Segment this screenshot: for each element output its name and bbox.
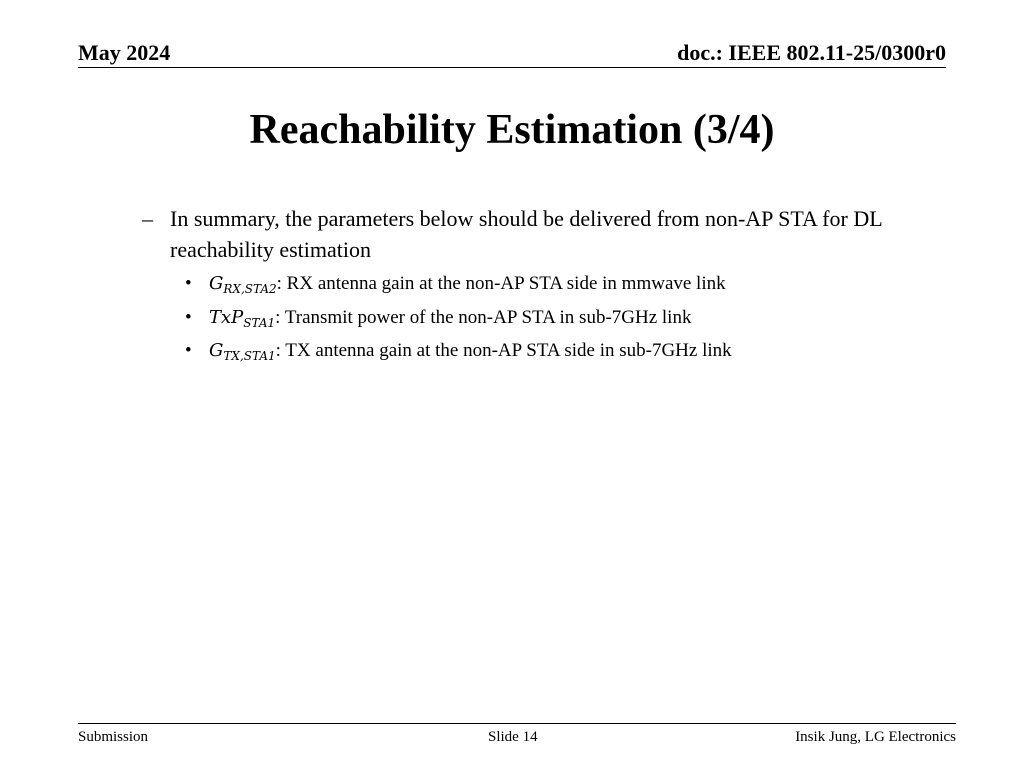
bullet-text: : RX antenna gain at the non-AP STA side in mmwave link [276,273,726,294]
header-divider [78,67,946,68]
symbol-base: G [209,273,224,294]
symbol-subscript: STA1 [243,316,276,330]
header-date: May 2024 [78,40,171,65]
symbol-subscript: RX,STA2 [223,282,277,296]
bullet-body [209,306,691,330]
math-symbol [209,340,276,361]
bullet-body [209,339,732,363]
footer-submission: Submission [78,729,149,745]
bullet-marker: • [185,273,192,294]
footer-author: Insik Jung, LG Electronics [795,729,956,745]
header-doc-id: doc.: IEEE 802.11-25/0300r0 [677,40,946,65]
footer-divider [78,723,956,724]
summary-item [142,203,942,265]
bullet-marker: • [185,340,192,361]
footer-slide-number: Slide 14 [488,729,538,745]
summary-text: In summary, the parameters below should be delivered from non-AP STA for DL reachability estimation [170,206,882,262]
math-symbol [209,307,275,328]
bullet-text: : TX antenna gain at the non-AP STA side in sub-7GHz link [275,340,732,361]
symbol-subscript: TX,STA1 [223,349,276,363]
math-symbol [209,273,277,294]
bullet-text: : Transmit power of the non-AP STA in sub-7GHz link [275,307,692,328]
bullet-marker: • [185,307,192,328]
slide-title: Reachability Estimation (3/4) [249,107,775,153]
symbol-base: TxP [209,307,244,328]
symbol-base: G [209,340,224,361]
dash-marker: – [142,206,153,231]
bullet-body [209,272,726,296]
